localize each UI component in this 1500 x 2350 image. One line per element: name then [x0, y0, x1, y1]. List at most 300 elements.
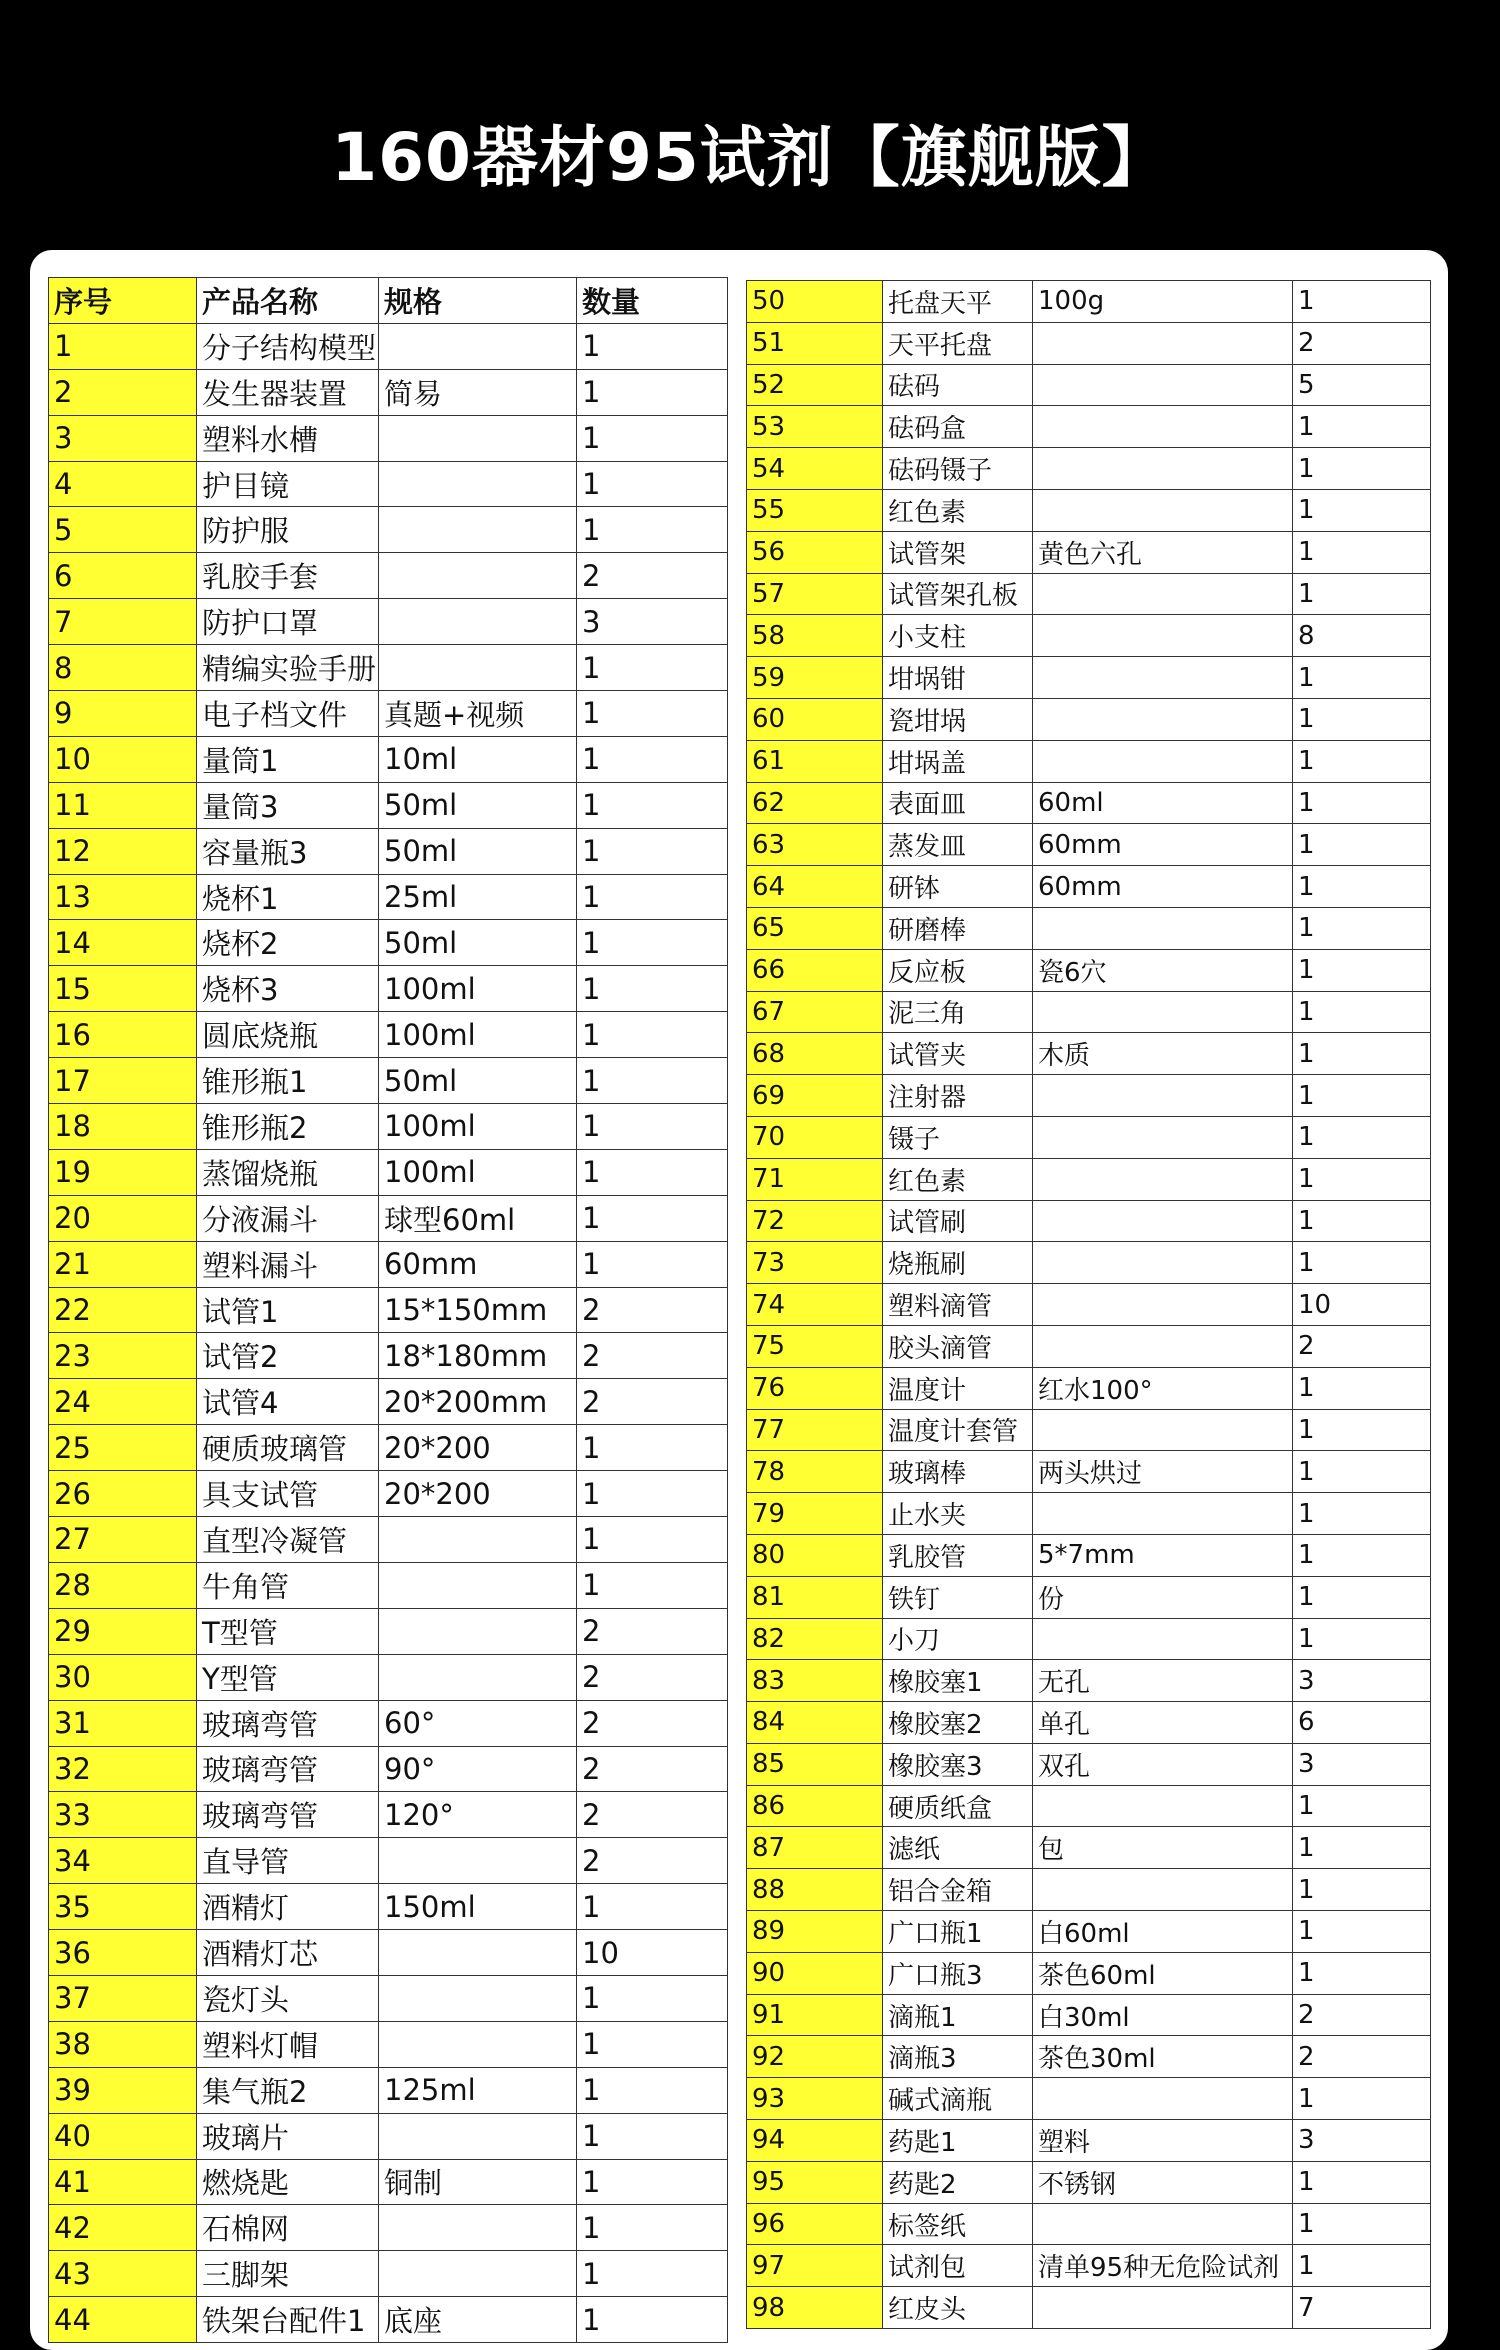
specification-cell: 125ml [379, 2067, 577, 2113]
serial-number-cell: 84 [747, 1702, 883, 1744]
specification-cell [379, 599, 577, 645]
specification-cell [1033, 448, 1293, 490]
table-row [49, 2159, 728, 2205]
quantity-cell: 7 [1293, 2287, 1431, 2329]
product-name-cell: 镊子 [883, 1116, 1033, 1158]
specification-cell: 60mm [1033, 866, 1293, 908]
quantity-cell: 1 [577, 1975, 728, 2021]
product-name-cell: 砝码镊子 [883, 448, 1033, 490]
serial-number-cell: 20 [49, 1195, 197, 1241]
product-name-cell: 小支柱 [883, 615, 1033, 657]
specification-cell [1033, 1284, 1293, 1326]
specification-cell [379, 2021, 577, 2067]
product-name-cell: 胶头滴管 [883, 1325, 1033, 1367]
product-name-cell: 直导管 [197, 1838, 379, 1884]
specification-cell: 白30ml [1033, 1994, 1293, 2036]
table-row [49, 1562, 728, 1608]
specification-cell: 90° [379, 1746, 577, 1792]
serial-number-cell: 65 [747, 907, 883, 949]
product-name-cell: 酒精灯 [197, 1884, 379, 1930]
table-row [747, 2287, 1431, 2329]
table-row [49, 782, 728, 828]
serial-number-cell: 58 [747, 615, 883, 657]
quantity-cell: 1 [577, 1195, 728, 1241]
table-row [49, 1287, 728, 1333]
product-name-cell: 塑料滴管 [883, 1284, 1033, 1326]
serial-number-cell: 27 [49, 1517, 197, 1563]
table-row [747, 1827, 1431, 1869]
product-name-cell: 乳胶管 [883, 1534, 1033, 1576]
serial-number-cell: 23 [49, 1333, 197, 1379]
product-name-cell: 托盘天平 [883, 281, 1033, 323]
quantity-cell: 1 [1293, 657, 1431, 699]
product-name-cell: 瓷坩埚 [883, 698, 1033, 740]
specification-cell [1033, 615, 1293, 657]
product-name-cell: 铁架台配件1 [197, 2297, 379, 2343]
serial-number-cell: 5 [49, 507, 197, 553]
product-name-cell: 试剂包 [883, 2245, 1033, 2287]
serial-number-cell: 78 [747, 1451, 883, 1493]
specification-cell [1033, 322, 1293, 364]
specification-cell: 60° [379, 1700, 577, 1746]
table-row [49, 2297, 728, 2343]
specification-cell [1033, 364, 1293, 406]
product-name-cell: 标签纸 [883, 2203, 1033, 2245]
quantity-cell: 1 [1293, 1827, 1431, 1869]
table-row [747, 2203, 1431, 2245]
specification-cell: 20*200 [379, 1471, 577, 1517]
serial-number-cell: 80 [747, 1534, 883, 1576]
specification-cell: 铜制 [379, 2159, 577, 2205]
product-name-cell: 防护服 [197, 507, 379, 553]
product-name-cell: 橡胶塞1 [883, 1660, 1033, 1702]
product-name-cell: 试管2 [197, 1333, 379, 1379]
specification-cell: 两头烘过 [1033, 1451, 1293, 1493]
specification-cell [1033, 907, 1293, 949]
specification-cell: 茶色60ml [1033, 1952, 1293, 1994]
specification-cell [1033, 657, 1293, 699]
specification-cell [379, 645, 577, 691]
product-name-cell: 橡胶塞2 [883, 1702, 1033, 1744]
quantity-cell: 8 [1293, 615, 1431, 657]
serial-number-cell: 52 [747, 364, 883, 406]
table-row [747, 1200, 1431, 1242]
page-title: 160器材95试剂【旗舰版】 [331, 119, 1169, 196]
specification-cell [1033, 1116, 1293, 1158]
serial-number-cell: 10 [49, 736, 197, 782]
serial-number-cell: 29 [49, 1608, 197, 1654]
table-row [747, 1869, 1431, 1911]
serial-number-cell: 73 [747, 1242, 883, 1284]
quantity-cell: 1 [577, 874, 728, 920]
specification-cell [1033, 2078, 1293, 2120]
quantity-cell: 1 [1293, 698, 1431, 740]
specification-cell [1033, 1618, 1293, 1660]
serial-number-cell: 39 [49, 2067, 197, 2113]
product-name-cell: 广口瓶3 [883, 1952, 1033, 1994]
quantity-cell: 3 [1293, 1743, 1431, 1785]
specification-cell: 塑料 [1033, 2120, 1293, 2162]
specification-cell: 50ml [379, 1058, 577, 1104]
specification-cell: 茶色30ml [1033, 2036, 1293, 2078]
serial-number-cell: 86 [747, 1785, 883, 1827]
serial-number-cell: 64 [747, 866, 883, 908]
product-name-cell: 烧杯1 [197, 874, 379, 920]
quantity-cell: 3 [1293, 1660, 1431, 1702]
table-row [747, 1242, 1431, 1284]
table-row [747, 1033, 1431, 1075]
serial-number-cell: 32 [49, 1746, 197, 1792]
specification-cell: 50ml [379, 920, 577, 966]
product-name-cell: 试管刷 [883, 1200, 1033, 1242]
table-row [747, 866, 1431, 908]
serial-number-cell: 69 [747, 1075, 883, 1117]
serial-number-cell: 76 [747, 1367, 883, 1409]
quantity-cell: 2 [577, 1654, 728, 1700]
specification-cell [1033, 1158, 1293, 1200]
serial-number-cell: 60 [747, 698, 883, 740]
serial-number-cell: 83 [747, 1660, 883, 1702]
serial-number-cell: 43 [49, 2251, 197, 2297]
serial-number-cell: 67 [747, 991, 883, 1033]
quantity-cell: 10 [1293, 1284, 1431, 1326]
specification-cell [379, 461, 577, 507]
specification-cell [1033, 740, 1293, 782]
quantity-cell: 2 [577, 1838, 728, 1884]
table-row [49, 1792, 728, 1838]
product-name-cell: 分液漏斗 [197, 1195, 379, 1241]
table-row [49, 966, 728, 1012]
table-row [747, 740, 1431, 782]
serial-number-cell: 68 [747, 1033, 883, 1075]
header-product-name-cell: 产品名称 [197, 278, 379, 324]
quantity-cell: 1 [1293, 1534, 1431, 1576]
specification-cell [379, 1608, 577, 1654]
table-row [49, 1838, 728, 1884]
product-name-cell: 烧瓶刷 [883, 1242, 1033, 1284]
specification-cell: 瓷6穴 [1033, 949, 1293, 991]
product-name-cell: 硬质纸盒 [883, 1785, 1033, 1827]
product-name-cell: 塑料漏斗 [197, 1241, 379, 1287]
product-name-cell: 烧杯2 [197, 920, 379, 966]
quantity-cell: 1 [1293, 1200, 1431, 1242]
quantity-cell: 1 [1293, 1952, 1431, 1994]
quantity-cell: 1 [1293, 1618, 1431, 1660]
product-name-cell: 试管架 [883, 531, 1033, 573]
table-row [49, 415, 728, 461]
quantity-cell: 2 [577, 1379, 728, 1425]
product-name-cell: 直型冷凝管 [197, 1517, 379, 1563]
product-name-cell: 三脚架 [197, 2251, 379, 2297]
quantity-cell: 1 [1293, 1911, 1431, 1953]
table-row [747, 1785, 1431, 1827]
inventory-card [30, 250, 1448, 2350]
product-name-cell: 燃烧匙 [197, 2159, 379, 2205]
table-row [49, 1241, 728, 1287]
product-name-cell: 温度计 [883, 1367, 1033, 1409]
specification-cell [1033, 1493, 1293, 1535]
product-name-cell: 蒸馏烧瓶 [197, 1149, 379, 1195]
specification-cell [1033, 1869, 1293, 1911]
product-name-cell: 研磨棒 [883, 907, 1033, 949]
product-name-cell: 玻璃弯管 [197, 1746, 379, 1792]
serial-number-cell: 14 [49, 920, 197, 966]
quantity-cell: 1 [1293, 1075, 1431, 1117]
serial-number-cell: 35 [49, 1884, 197, 1930]
specification-cell: 50ml [379, 782, 577, 828]
serial-number-cell: 96 [747, 2203, 883, 2245]
product-name-cell: 小刀 [883, 1618, 1033, 1660]
table-row [747, 531, 1431, 573]
product-name-cell: 烧杯3 [197, 966, 379, 1012]
table-row [49, 1471, 728, 1517]
product-name-cell: 砝码 [883, 364, 1033, 406]
specification-cell: 份 [1033, 1576, 1293, 1618]
table-header-row [49, 278, 728, 324]
product-name-cell: 集气瓶2 [197, 2067, 379, 2113]
quantity-cell: 1 [577, 2067, 728, 2113]
table-row [747, 1576, 1431, 1618]
product-name-cell: 发生器装置 [197, 369, 379, 415]
serial-number-cell: 8 [49, 645, 197, 691]
specification-cell [1033, 406, 1293, 448]
product-name-cell: T型管 [197, 1608, 379, 1654]
serial-number-cell: 33 [49, 1792, 197, 1838]
product-name-cell: 牛角管 [197, 1562, 379, 1608]
specification-cell [1033, 1785, 1293, 1827]
quantity-cell: 2 [577, 1792, 728, 1838]
quantity-cell: 1 [1293, 1493, 1431, 1535]
product-name-cell: 精编实验手册 [197, 645, 379, 691]
quantity-cell: 1 [1293, 1033, 1431, 1075]
product-name-cell: 滤纸 [883, 1827, 1033, 1869]
serial-number-cell: 94 [747, 2120, 883, 2162]
product-name-cell: 红色素 [883, 1158, 1033, 1200]
quantity-cell: 1 [577, 1884, 728, 1930]
table-row [747, 991, 1431, 1033]
quantity-cell: 1 [577, 1149, 728, 1195]
quantity-cell: 1 [577, 920, 728, 966]
specification-cell: 不锈钢 [1033, 2161, 1293, 2203]
product-name-cell: 温度计套管 [883, 1409, 1033, 1451]
table-row [747, 782, 1431, 824]
specification-cell [1033, 1325, 1293, 1367]
quantity-cell: 5 [1293, 364, 1431, 406]
quantity-cell: 6 [1293, 1702, 1431, 1744]
table-row [49, 461, 728, 507]
table-row [747, 1284, 1431, 1326]
quantity-cell: 10 [577, 1930, 728, 1976]
quantity-cell: 3 [1293, 2120, 1431, 2162]
table-row [49, 874, 728, 920]
specification-cell [1033, 698, 1293, 740]
serial-number-cell: 9 [49, 691, 197, 737]
serial-number-cell: 44 [49, 2297, 197, 2343]
specification-cell: 黄色六孔 [1033, 531, 1293, 573]
specification-cell: 100ml [379, 1104, 577, 1150]
table-row [49, 1058, 728, 1104]
specification-cell: 20*200mm [379, 1379, 577, 1425]
serial-number-cell: 7 [49, 599, 197, 645]
table-row [49, 1149, 728, 1195]
serial-number-cell: 26 [49, 1471, 197, 1517]
product-name-cell: 碱式滴瓶 [883, 2078, 1033, 2120]
serial-number-cell: 16 [49, 1012, 197, 1058]
table-row [747, 1075, 1431, 1117]
specification-cell: 真题+视频 [379, 691, 577, 737]
table-row [49, 1975, 728, 2021]
specification-cell: 20*200 [379, 1425, 577, 1471]
quantity-cell: 1 [577, 1241, 728, 1287]
quantity-cell: 1 [577, 2113, 728, 2159]
product-name-cell: 玻璃弯管 [197, 1700, 379, 1746]
quantity-cell: 1 [577, 691, 728, 737]
specification-cell [379, 1562, 577, 1608]
table-row [747, 1911, 1431, 1953]
table-row [747, 824, 1431, 866]
serial-number-cell: 87 [747, 1827, 883, 1869]
specification-cell: 无孔 [1033, 1660, 1293, 1702]
serial-number-cell: 34 [49, 1838, 197, 1884]
table-row [747, 573, 1431, 615]
product-name-cell: 玻璃棒 [883, 1451, 1033, 1493]
table-row [49, 2251, 728, 2297]
serial-number-cell: 88 [747, 1869, 883, 1911]
table-row [747, 1451, 1431, 1493]
serial-number-cell: 12 [49, 828, 197, 874]
quantity-cell: 1 [1293, 991, 1431, 1033]
table-row [49, 645, 728, 691]
table-row [49, 1425, 728, 1471]
table-row [747, 1409, 1431, 1451]
quantity-cell: 1 [1293, 782, 1431, 824]
serial-number-cell: 89 [747, 1911, 883, 1953]
specification-cell [1033, 573, 1293, 615]
specification-cell: 双孔 [1033, 1743, 1293, 1785]
specification-cell [379, 1975, 577, 2021]
product-name-cell: 玻璃片 [197, 2113, 379, 2159]
quantity-cell: 1 [577, 2297, 728, 2343]
table-row [49, 1517, 728, 1563]
product-name-cell: 塑料灯帽 [197, 2021, 379, 2067]
quantity-cell: 1 [1293, 2203, 1431, 2245]
product-name-cell: 瓷灯头 [197, 1975, 379, 2021]
specification-cell [379, 2113, 577, 2159]
serial-number-cell: 79 [747, 1493, 883, 1535]
serial-number-cell: 82 [747, 1618, 883, 1660]
serial-number-cell: 90 [747, 1952, 883, 1994]
quantity-cell: 1 [1293, 2078, 1431, 2120]
serial-number-cell: 74 [747, 1284, 883, 1326]
quantity-cell: 1 [577, 369, 728, 415]
table-row [747, 1116, 1431, 1158]
product-name-cell: 滴瓶1 [883, 1994, 1033, 2036]
product-name-cell: 乳胶手套 [197, 553, 379, 599]
quantity-cell: 1 [1293, 866, 1431, 908]
product-name-cell: 注射器 [883, 1075, 1033, 1117]
quantity-cell: 1 [1293, 824, 1431, 866]
specification-cell: 包 [1033, 1827, 1293, 1869]
serial-number-cell: 57 [747, 573, 883, 615]
quantity-cell: 1 [1293, 1116, 1431, 1158]
product-name-cell: 滴瓶3 [883, 2036, 1033, 2078]
specification-cell: 60mm [379, 1241, 577, 1287]
table-row [49, 1333, 728, 1379]
quantity-cell: 1 [577, 2205, 728, 2251]
serial-number-cell: 40 [49, 2113, 197, 2159]
product-name-cell: 蒸发皿 [883, 824, 1033, 866]
specification-cell [1033, 1242, 1293, 1284]
specification-cell [379, 2251, 577, 2297]
quantity-cell: 2 [1293, 2036, 1431, 2078]
table-row [49, 2205, 728, 2251]
quantity-cell: 1 [1293, 406, 1431, 448]
specification-cell: 底座 [379, 2297, 577, 2343]
serial-number-cell: 38 [49, 2021, 197, 2067]
specification-cell: 白60ml [1033, 1911, 1293, 1953]
serial-number-cell: 25 [49, 1425, 197, 1471]
serial-number-cell: 70 [747, 1116, 883, 1158]
product-name-cell: 石棉网 [197, 2205, 379, 2251]
table-row [49, 1012, 728, 1058]
specification-cell: 木质 [1033, 1033, 1293, 1075]
specification-cell [1033, 1200, 1293, 1242]
quantity-cell: 2 [577, 553, 728, 599]
specification-cell [1033, 489, 1293, 531]
serial-number-cell: 62 [747, 782, 883, 824]
table-row [747, 489, 1431, 531]
quantity-cell: 2 [577, 1700, 728, 1746]
specification-cell: 简易 [379, 369, 577, 415]
quantity-cell: 1 [1293, 2161, 1431, 2203]
serial-number-cell: 97 [747, 2245, 883, 2287]
product-name-cell: 试管4 [197, 1379, 379, 1425]
product-name-cell: 量筒3 [197, 782, 379, 828]
table-row [49, 736, 728, 782]
table-row [747, 907, 1431, 949]
serial-number-cell: 75 [747, 1325, 883, 1367]
product-name-cell: 护目镜 [197, 461, 379, 507]
quantity-cell: 1 [577, 1058, 728, 1104]
table-row [747, 1702, 1431, 1744]
specification-cell [1033, 2287, 1293, 2329]
quantity-cell: 1 [1293, 281, 1431, 323]
serial-number-cell: 19 [49, 1149, 197, 1195]
specification-cell [379, 1838, 577, 1884]
specification-cell: 100ml [379, 1012, 577, 1058]
table-row [49, 1379, 728, 1425]
product-name-cell: 止水夹 [883, 1493, 1033, 1535]
serial-number-cell: 37 [49, 1975, 197, 2021]
table-row [49, 2067, 728, 2113]
serial-number-cell: 72 [747, 1200, 883, 1242]
quantity-cell: 3 [577, 599, 728, 645]
table-row [49, 1884, 728, 1930]
quantity-cell: 1 [577, 2251, 728, 2297]
product-name-cell: 药匙1 [883, 2120, 1033, 2162]
serial-number-cell: 56 [747, 531, 883, 573]
specification-cell [379, 1517, 577, 1563]
quantity-cell: 2 [1293, 322, 1431, 364]
quantity-cell: 1 [577, 507, 728, 553]
product-name-cell: 广口瓶1 [883, 1911, 1033, 1953]
quantity-cell: 1 [577, 461, 728, 507]
quantity-cell: 2 [577, 1746, 728, 1792]
product-name-cell: 橡胶塞3 [883, 1743, 1033, 1785]
serial-number-cell: 13 [49, 874, 197, 920]
serial-number-cell: 53 [747, 406, 883, 448]
quantity-cell: 1 [1293, 1409, 1431, 1451]
